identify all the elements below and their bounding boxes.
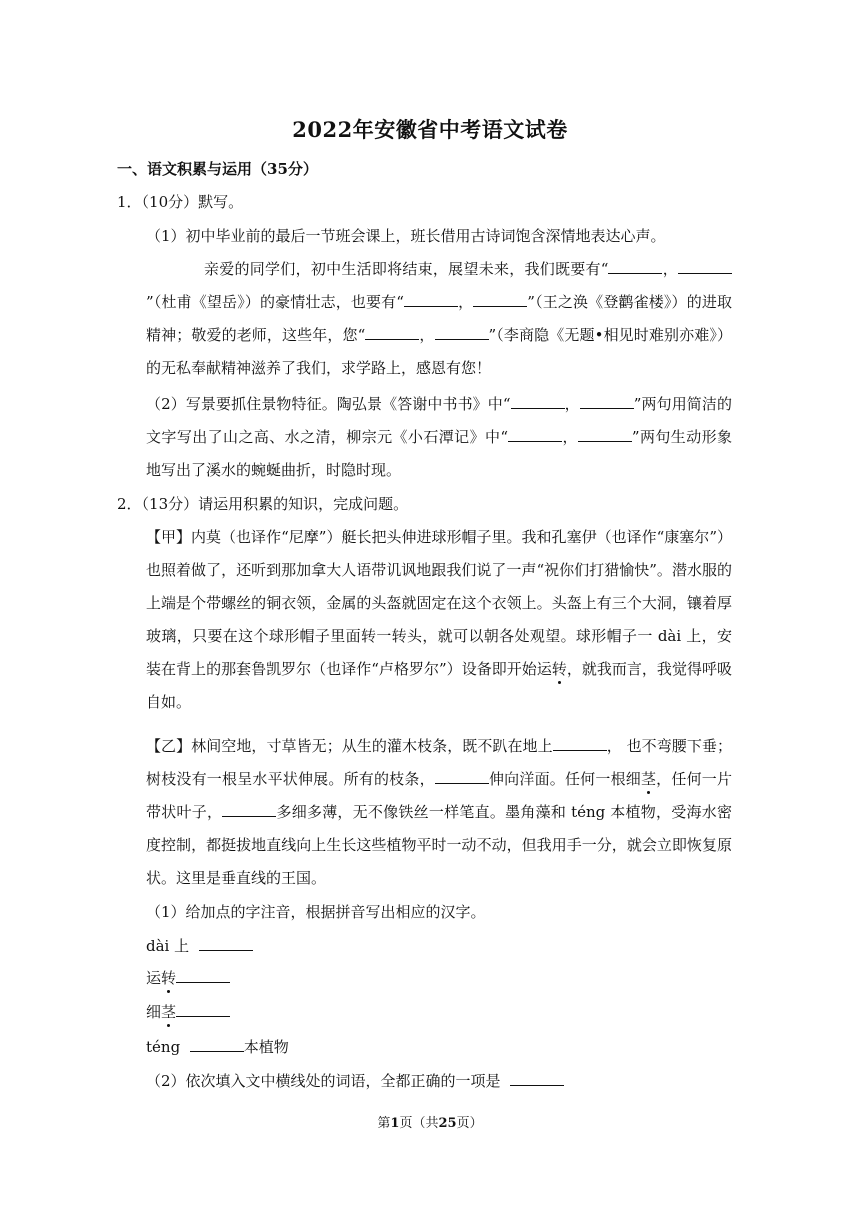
answer-line-1	[146, 936, 253, 956]
passage-text: ”两句用简洁的文字写出了山之高、水之清，柳宗元《小石潭记》中“	[146, 395, 732, 446]
passage-text: ，就我而言，我觉得呼吸自如。	[146, 660, 732, 711]
answer-label: dài 上	[146, 937, 190, 955]
question-2-part-2-prompt	[146, 1071, 564, 1091]
answer-blank	[435, 325, 489, 340]
passage-text: ， 也不弯腰下垂；树枝没有一根呈水平状伸展。所有的枝条，	[146, 737, 732, 788]
answer-blank	[511, 394, 565, 409]
section-heading: 一、语文积累与运用（35分）	[117, 160, 318, 178]
answer-label: 运	[146, 969, 162, 987]
answer-blank	[190, 1037, 244, 1052]
passage-text: ，任何一片带状叶子，	[146, 770, 732, 821]
passage-text: 亲爱的同学们，初中生活即将结束，展望未来，我们既要有“	[204, 260, 609, 278]
answer-blank	[578, 427, 632, 442]
footer-text: 页（共	[399, 1116, 439, 1131]
passage-yi	[146, 730, 732, 895]
passage-text: ”（王之涣《登鹳雀楼》）的进取精神；敬爱的老师，这些年，您“	[146, 293, 732, 344]
dotted-character: 茎	[640, 770, 657, 788]
dotted-character: 转	[551, 660, 567, 678]
question-2-part-1-prompt: （1）给加点的字注音，根据拼音写出相应的汉字。	[146, 903, 486, 921]
passage-text: ”两句生动形象地写出了溪水的蜿蜒曲折，时隐时现。	[146, 428, 733, 479]
answer-label: 本植物	[243, 1038, 289, 1056]
answer-line-2	[146, 968, 230, 988]
passage-text: 【甲】内莫（也译作“尼摩”）艇长把头伸进球形帽子里。我和孔塞伊（也译作“康塞尔”）也照着做了，还听到那加拿大人语带讥讽地跟我们说了一声“祝你们打猎愉快”。潜水服的上端是个带螺丝的铜衣领，金属的头盔就固定在这个衣领上。头盔上有三个大洞，镶着厚玻璃，只要在这个球形帽子里面转一转头，就可以朝各处观望。球形帽子一 dài 上，安装在背上的那套鲁凯罗尔（也译作“卢格罗尔”）设备即开始运	[146, 528, 732, 678]
answer-blank	[435, 769, 489, 784]
answer-blank	[510, 1071, 564, 1086]
dotted-character: 茎	[161, 1003, 177, 1021]
passage-text: 【乙】林间空地，寸草皆无；从生的灌木枝条，既不趴在地上	[146, 737, 553, 755]
passage-text: （2）写景要抓住景物特征。陶弘景《答谢中书书》中“	[146, 395, 511, 413]
answer-label: 细	[146, 1003, 162, 1021]
question-1-part-1-passage: 亲爱的同学们，初中生活即将结束，展望未来，我们既要有“ ，”（杜甫《望岳》）的豪情壮志，也要有“ ， ”（王之涣《登鹳雀楼》）的进取精神；敬爱的老师，这些年，您“ ， ”（李商隐《无题•相见时难别亦难》）的无私奉献精神滋养了我们，求学路上，感恩有您！	[146, 260, 732, 377]
question-2-heading: 2．（13分）请运用积累的知识，完成问题。	[117, 495, 409, 513]
page-number: 1	[390, 1116, 400, 1131]
answer-blank	[222, 802, 276, 817]
answer-blank	[508, 427, 562, 442]
question-1-part-2: （2）写景要抓住景物特征。陶弘景《答谢中书书》中“ ， ”两句用简洁的文字写出了山之高、水之清，柳宗元《小石潭记》中“ ， ”两句生动形象地写出了溪水的蜿蜒曲折，时隐时现。	[146, 395, 733, 479]
page-title: 2022年安徽省中考语文试卷	[292, 117, 568, 142]
answer-blank	[580, 394, 634, 409]
footer-text: 第	[377, 1116, 391, 1131]
answer-line-3	[146, 1002, 230, 1022]
answer-blank	[365, 325, 419, 340]
page-footer	[0, 1112, 860, 1131]
answer-blank	[678, 259, 732, 274]
passage-jia	[146, 521, 732, 719]
passage-text: ”（李商隐《无题•相见时难别亦难》）的无私奉献精神滋养了我们，求学路上，感恩有您！	[146, 326, 732, 377]
passage-text: 伸向洋面。任何一根细	[488, 770, 641, 788]
dotted-character: 转	[161, 969, 177, 987]
answer-blank	[404, 292, 458, 307]
prompt-text: （2）依次填入文中横线处的词语，全都正确的一项是	[146, 1072, 501, 1090]
answer-blank	[176, 968, 230, 983]
answer-blank	[176, 1002, 230, 1017]
answer-line-4	[146, 1037, 289, 1057]
passage-text: ”（杜甫《望岳》）的豪情壮志，也要有“	[146, 293, 404, 311]
answer-blank	[553, 736, 607, 751]
footer-text: 页）	[456, 1116, 483, 1131]
passage-text: 多细多薄，无不像铁丝一样笔直。墨角藻和 téng 本植物，受海水密度控制，都挺拔地直线向上生长这些植物平时一动不动，但我用手一分，就会立即恢复原状。这里是垂直线的王国。	[146, 803, 732, 887]
answer-label: téng	[146, 1038, 181, 1056]
answer-blank	[473, 292, 527, 307]
question-1-part-1-prompt: （1）初中毕业前的最后一节班会课上，班长借用古诗词饱含深情地表达心声。	[146, 227, 666, 245]
question-1-heading: 1．（10分）默写。	[117, 193, 244, 211]
page-total: 25	[438, 1116, 457, 1131]
answer-blank	[608, 259, 662, 274]
answer-blank	[199, 936, 253, 951]
